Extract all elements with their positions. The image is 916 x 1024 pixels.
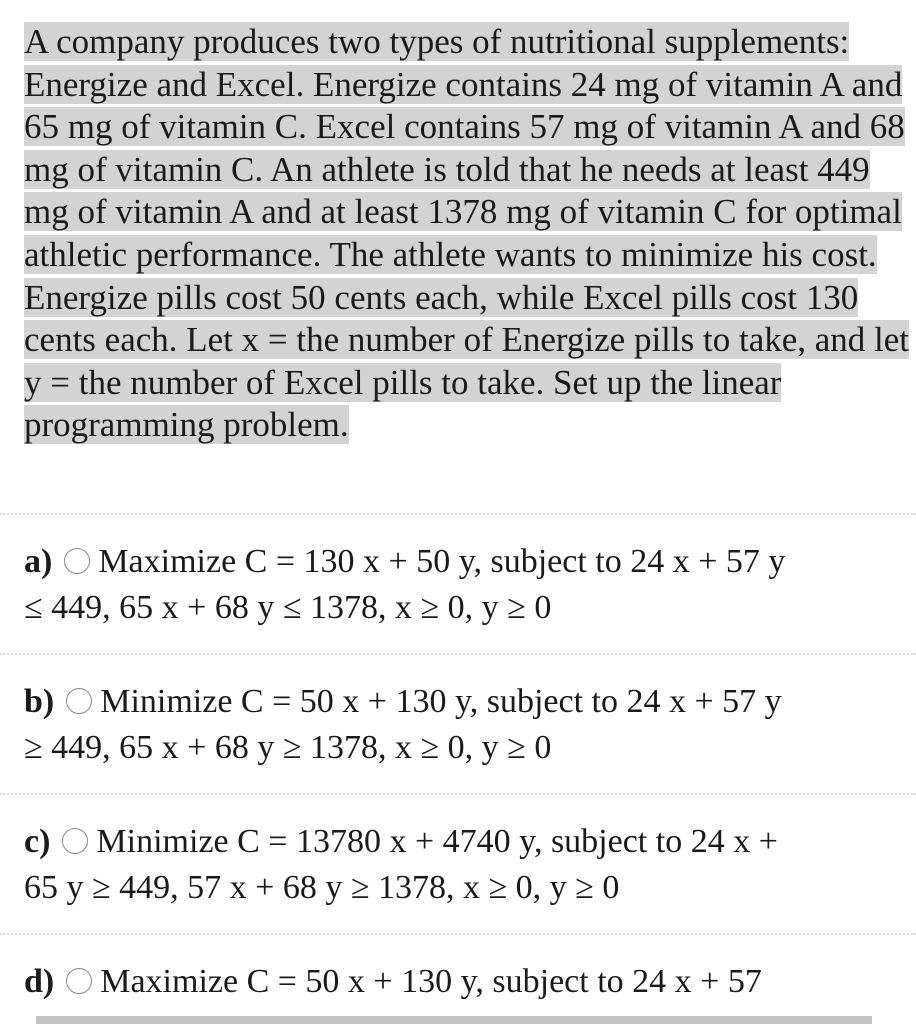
option-b-text-line1: Minimize C = 50 x + 130 y, subject to 24 x + 57 y xyxy=(100,683,782,720)
option-a[interactable] xyxy=(0,515,916,655)
option-b-line2 xyxy=(24,728,551,768)
option-a-radio[interactable] xyxy=(64,548,90,574)
option-a-letter: a) xyxy=(24,543,53,580)
option-d-line1 xyxy=(24,962,762,1002)
option-c-line2 xyxy=(24,868,619,908)
cutoff-highlight-bar xyxy=(36,1016,872,1024)
option-a-line1 xyxy=(24,542,785,582)
option-c-line1 xyxy=(24,822,778,862)
option-b-letter: b) xyxy=(24,683,55,720)
option-c-radio[interactable] xyxy=(62,828,88,854)
option-b[interactable] xyxy=(0,655,916,795)
option-c[interactable] xyxy=(0,795,916,935)
question-highlight: A company produces two types of nutritional supplements: Energize and Excel. Energize contains 24 mg of vitamin A and 65 mg of vitamin C. Excel contains 57 mg of vitamin A and 68 mg of vitamin C. An athlete is told that he needs at least 449 mg of vitamin A and at least 1378 mg of vitamin C for optimal athletic performance. The athlete wants to minimize his cost. Energize pills cost 50 cents each, while Excel pills cost 130 cents each. Let x = the number of Energize pills to take, and let y = the number of Excel pills to take. Set up the linear programming problem. xyxy=(24,22,910,445)
option-a-text-line2: ≤ 449, 65 x + 68 y ≤ 1378, x ≥ 0, y ≥ 0 xyxy=(24,589,552,626)
option-d-text-line1: Maximize C = 50 x + 130 y, subject to 24 x + 57 xyxy=(100,963,762,1000)
option-d[interactable] xyxy=(0,935,916,1024)
option-a-text-line1: Maximize C = 130 x + 50 y, subject to 24 x + 57 y xyxy=(98,543,786,580)
question-text xyxy=(24,21,914,447)
option-b-radio[interactable] xyxy=(66,688,92,714)
option-d-letter: d) xyxy=(24,963,55,1000)
option-b-line1 xyxy=(24,682,782,722)
option-c-letter: c) xyxy=(24,823,51,860)
option-a-line2 xyxy=(24,588,551,628)
option-d-radio[interactable] xyxy=(66,968,92,994)
option-c-text-line1: Minimize C = 13780 x + 4740 y, subject to 24 x + xyxy=(96,823,778,860)
option-c-text-line2: 65 y ≥ 449, 57 x + 68 y ≥ 1378, x ≥ 0, y ≥ 0 xyxy=(24,869,620,906)
option-b-text-line2: ≥ 449, 65 x + 68 y ≥ 1378, x ≥ 0, y ≥ 0 xyxy=(24,729,552,766)
